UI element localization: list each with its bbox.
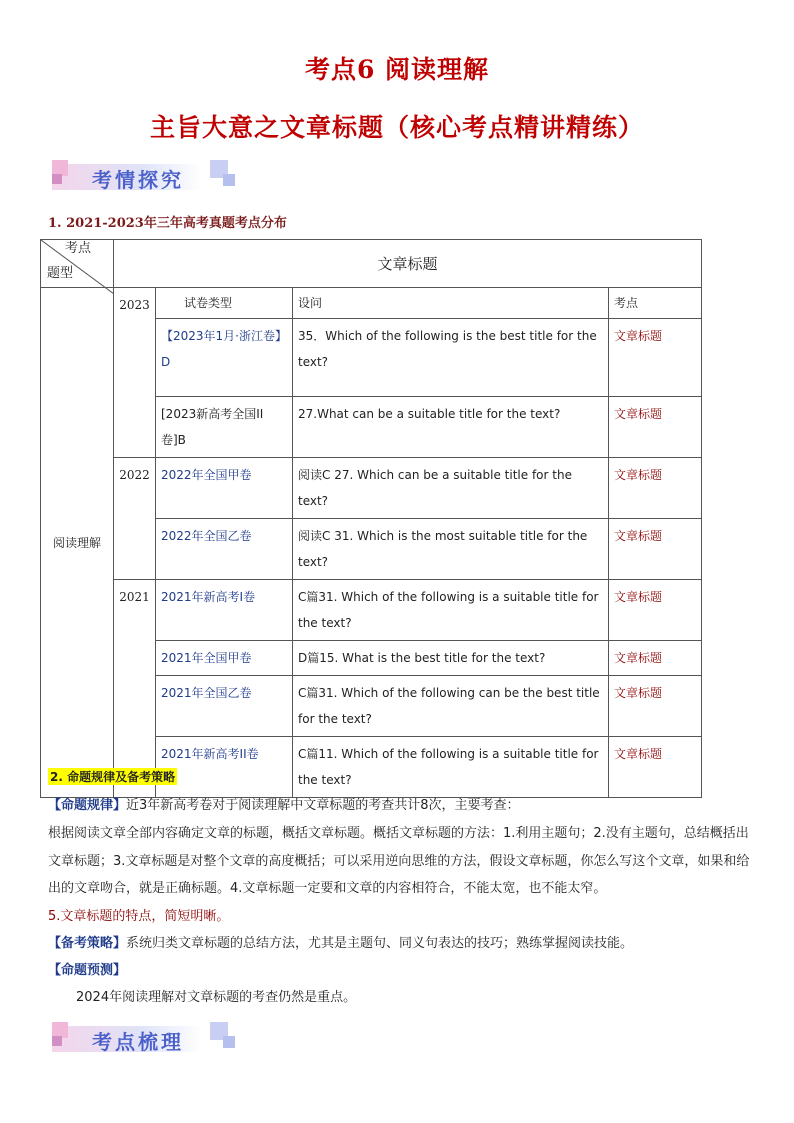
paper-cell: 2022年全国乙卷 xyxy=(156,519,293,580)
question-cell: C篇31. Which of the following can be the best title for the text? xyxy=(293,676,609,737)
question-cell: C篇31. Which of the following is a suitable title for the text? xyxy=(293,580,609,641)
question-type-cell: 阅读理解 xyxy=(41,288,114,798)
topic-header: 文章标题 xyxy=(114,240,702,288)
forecast-paragraph xyxy=(76,984,786,1012)
point-cell: 文章标题 xyxy=(609,641,702,676)
diagonal-header-cell xyxy=(41,240,114,288)
corner-label-topic: 考点 xyxy=(64,241,91,256)
question-cell: 27.What can be a suitable title for the text? xyxy=(293,397,609,458)
question-cell: D篇15. What is the best title for the text? xyxy=(293,641,609,676)
banner-label: 考点梳理 xyxy=(92,1030,184,1054)
col-header-point: 考点 xyxy=(609,288,702,319)
strategy-paragraph xyxy=(48,930,758,958)
page-subtitle: 主旨大意之文章标题（核心考点精讲精练） xyxy=(149,113,644,142)
section-1-heading: 1. 2021-2023年三年高考真题考点分布 xyxy=(48,216,287,231)
point-cell: 文章标题 xyxy=(609,519,702,580)
method-text: 根据阅读文章全部内容确定文章的标题，概括文章标题。概括文章标题的方法：1.利用主题句；2.没有主题句，总结概括出文章标题；3.文章标题是对整个文章的高度概括；可以采用逆向思维的方法，假设文章标题，你怎么写这个文章，如果和给出的文章吻合，就是正确标题。4.文章标题一定要和文章的内容相符合，不能太宽，也不能太窄。 xyxy=(48,826,750,896)
point-cell: 文章标题 xyxy=(609,676,702,737)
col-header-paper: 试卷类型 xyxy=(156,288,293,319)
table-row xyxy=(41,458,702,519)
question-cell: 阅读C 31. Which is the most suitable title for the text? xyxy=(293,519,609,580)
question-cell: C篇11. Which of the following is a suitable title for the text? xyxy=(293,737,609,798)
table-header-row xyxy=(41,240,702,288)
banner-square-decoration xyxy=(223,1036,235,1048)
section-2-heading: 2. 命题规律及备考策略 xyxy=(50,770,176,784)
banner-square-decoration xyxy=(223,174,235,186)
rule-text: 近3年新高考卷对于阅读理解中文章标题的考查共计8次，主要考查： xyxy=(126,798,520,813)
paper-cell: 2021年全国乙卷 xyxy=(156,676,293,737)
point-cell: 文章标题 xyxy=(609,319,702,397)
question-cell: 35．Which of the following is the best title for the text? xyxy=(293,319,609,397)
paper-cell: [2023新高考全国II卷]B xyxy=(156,397,293,458)
paper-cell: 【2023年1月·浙江卷】D xyxy=(156,319,293,397)
forecast-label-line xyxy=(48,957,758,985)
banner-square-decoration xyxy=(52,174,62,184)
year-cell: 2022 xyxy=(114,458,156,580)
strategy-text: 系统归类文章标题的总结方法，尤其是主题句、同义句表达的技巧；熟练掌握阅读技能。 xyxy=(126,936,634,951)
point-cell: 文章标题 xyxy=(609,580,702,641)
table-row xyxy=(41,580,702,641)
col-header-question: 设问 xyxy=(293,288,609,319)
point-cell: 文章标题 xyxy=(609,737,702,798)
section-banner-exam-analysis xyxy=(52,160,238,194)
section-banner-key-points xyxy=(52,1022,238,1056)
rule-paragraph xyxy=(48,792,758,820)
point-cell: 文章标题 xyxy=(609,458,702,519)
banner-square-decoration xyxy=(52,1036,62,1046)
method-text-2: 5.文章标题的特点，简短明晰。 xyxy=(48,908,230,924)
paper-cell: 2021年新高考I卷 xyxy=(156,580,293,641)
rule-label: 【命题规律】 xyxy=(48,798,127,813)
paper-cell: 2021年全国甲卷 xyxy=(156,641,293,676)
strategy-label: 【备考策略】 xyxy=(48,936,127,951)
point-cell: 文章标题 xyxy=(609,397,702,458)
page-title: 考点6 阅读理解 xyxy=(304,55,490,84)
forecast-text: 2024年阅读理解对文章标题的考查仍然是重点。 xyxy=(76,990,357,1005)
corner-label-type: 题型 xyxy=(47,266,74,281)
year-cell: 2023 xyxy=(114,288,156,458)
table-row xyxy=(41,288,702,319)
banner-label: 考情探究 xyxy=(92,168,184,192)
exam-distribution-table xyxy=(40,239,702,798)
method-paragraph xyxy=(48,820,758,930)
year-cell: 2021 xyxy=(114,580,156,798)
forecast-label: 【命题预测】 xyxy=(48,963,127,978)
question-cell: 阅读C 27. Which can be a suitable title for the text? xyxy=(293,458,609,519)
paper-cell: 2022年全国甲卷 xyxy=(156,458,293,519)
paper-cell: 2021年新高考II卷 xyxy=(156,737,293,798)
